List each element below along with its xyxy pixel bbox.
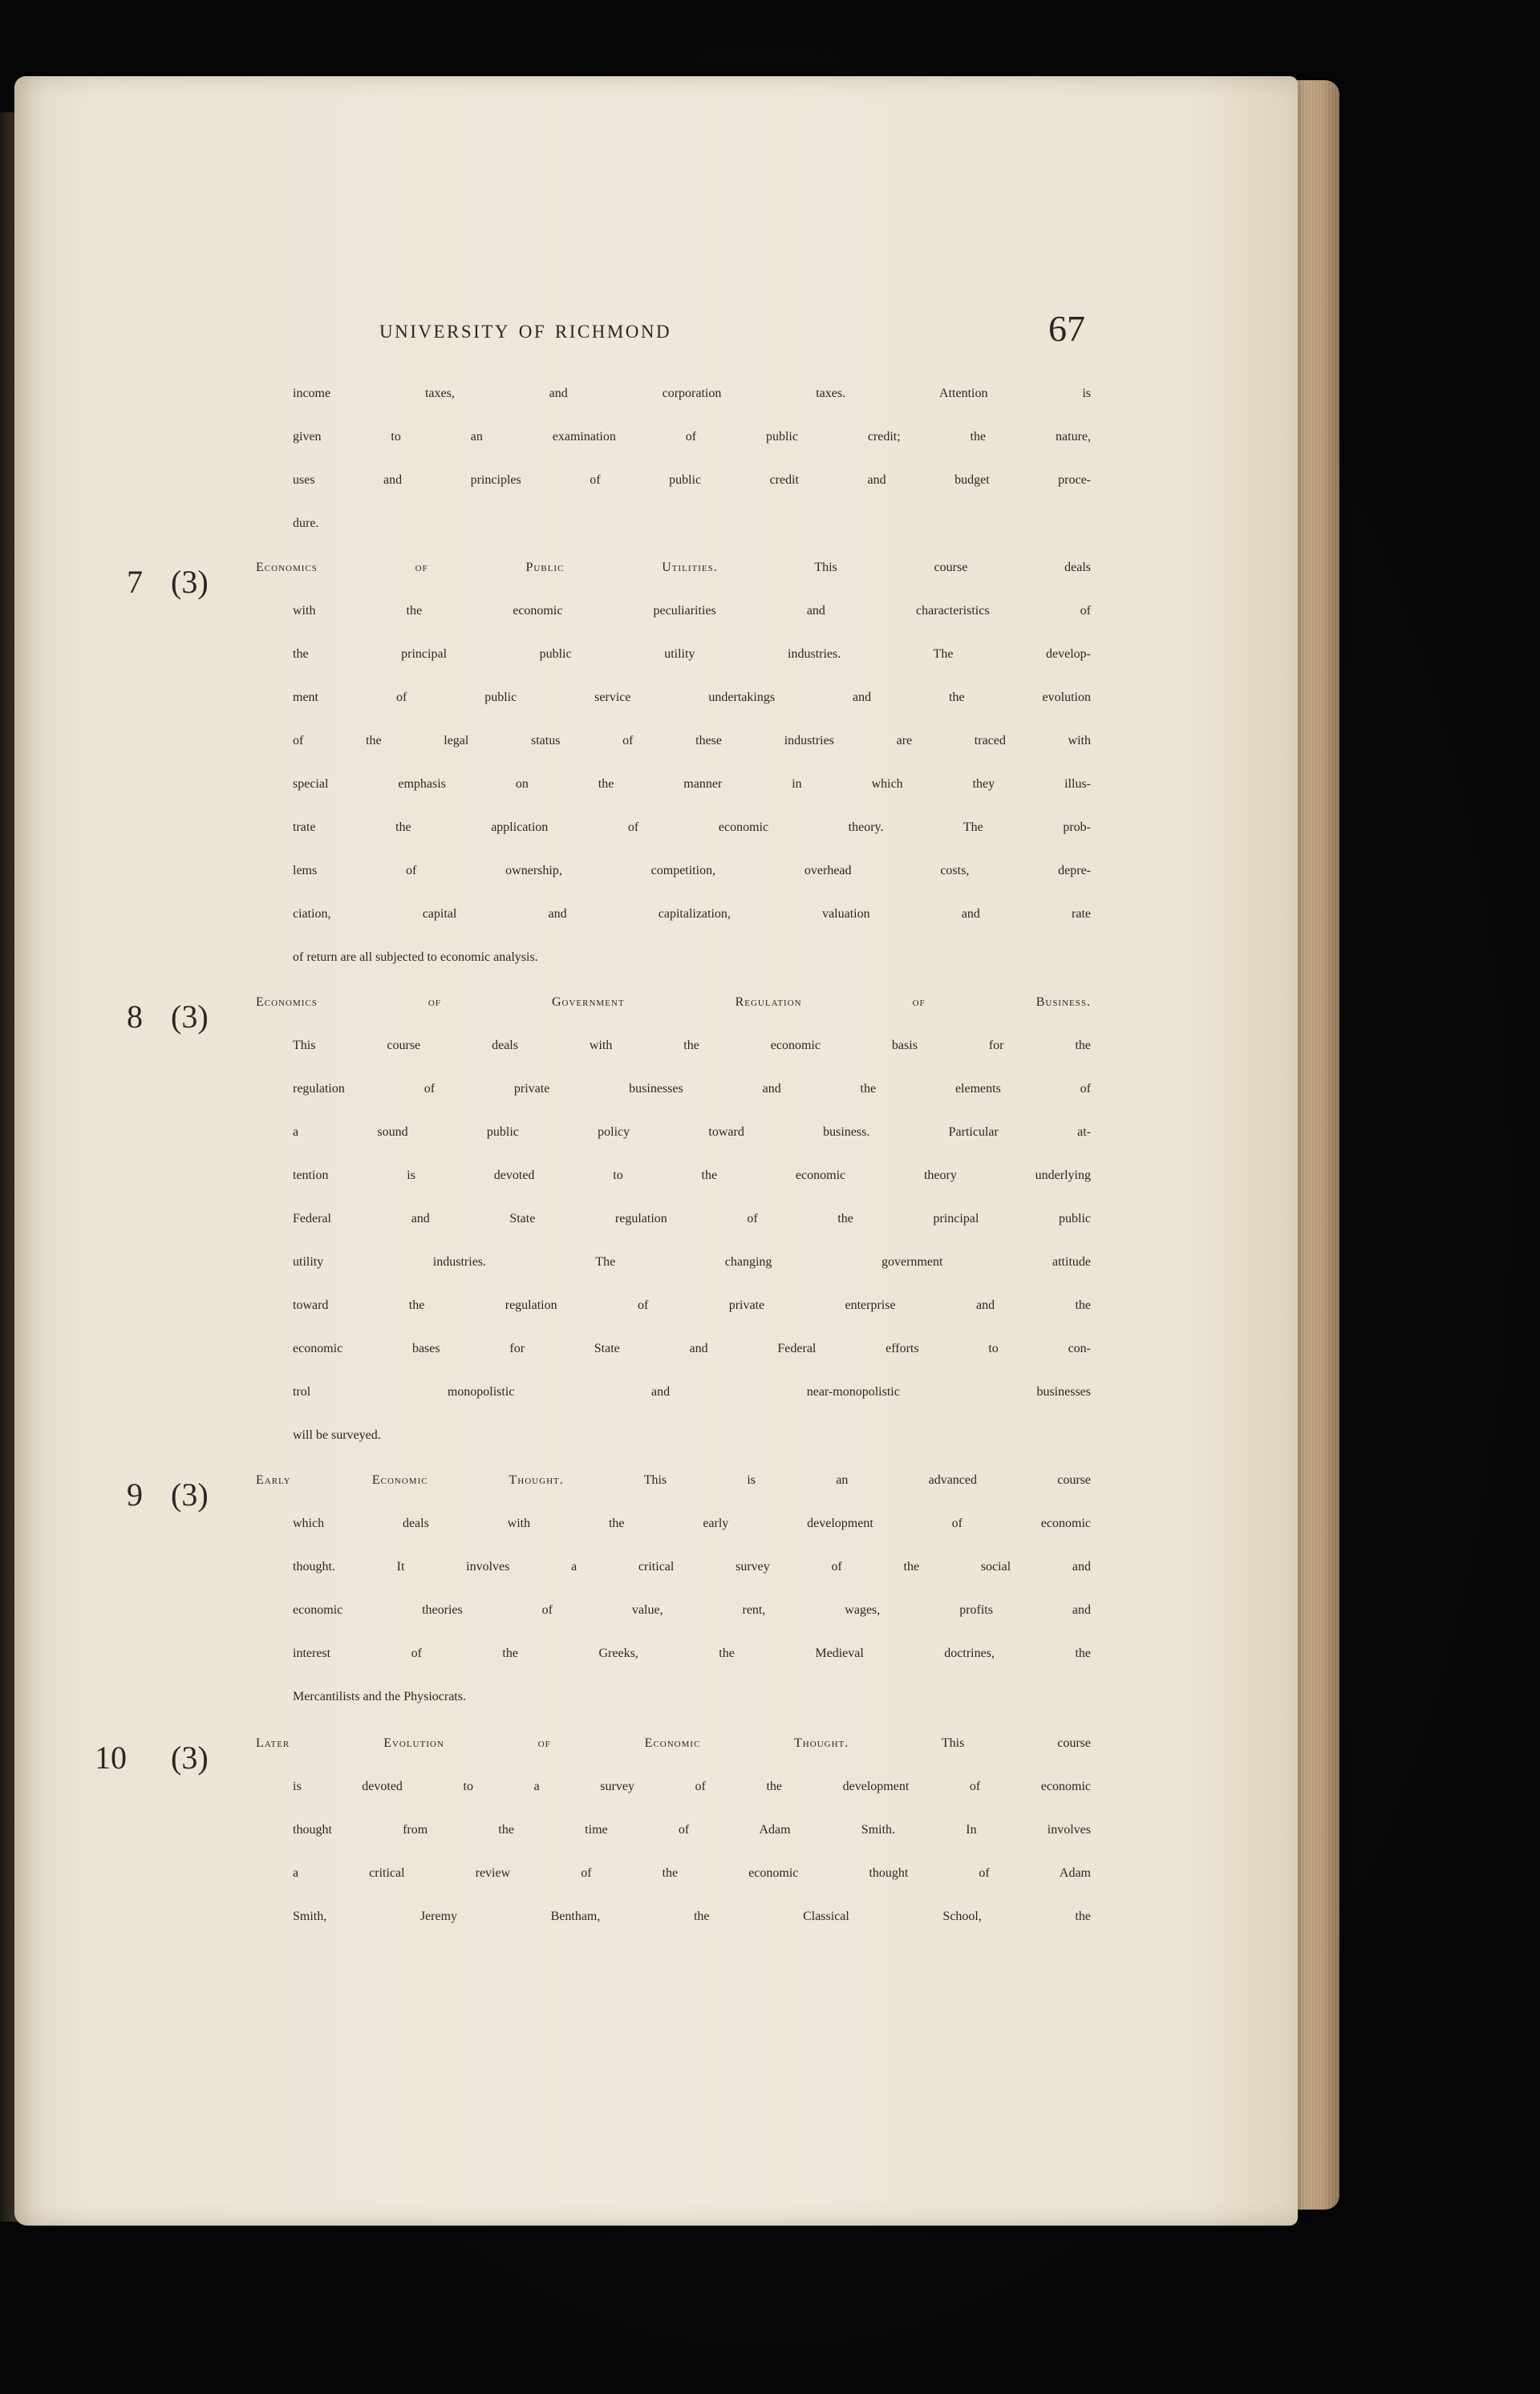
text-line: uses and principles of public credit and budget proce- [293,473,1091,487]
text-line: This course deals with the economic basis for the [293,1039,1091,1052]
course-number: 10 [95,1740,127,1776]
text-line: of the legal status of these industries are traced with [293,734,1091,747]
text-line: trate the application of economic theory. The prob- [293,820,1091,834]
course-title: Early Economic Thought. [256,1473,564,1487]
course-first-line-rest: This is an advanced course [643,1473,1091,1487]
text-line: of return are all subjected to economic analysis. [293,950,538,964]
text-line: which deals with the early development of economic [293,1517,1091,1530]
text-line: thought. It involves a critical survey of the social and [293,1560,1091,1574]
course-credits: (3) [171,1477,209,1513]
text-line: thought from the time of Adam Smith. In involves [293,1823,1091,1837]
text-line: given to an examination of public credit; the nature, [293,430,1091,444]
text-line: economic bases for State and Federal efforts to con- [293,1342,1091,1355]
text-line: regulation of private businesses and the elements of [293,1082,1091,1096]
running-head [379,307,1085,363]
course-description [293,1039,1091,1472]
course-description [293,1517,1091,1733]
text-line: interest of the Greeks, the Medieval doctrines, the [293,1647,1091,1660]
course-first-line [256,1473,1091,1517]
text-line: Mercantilists and the Physiocrats. [293,1690,466,1703]
course-first-line [256,995,1091,1039]
course-title: Later Evolution of Economic Thought. [256,1736,849,1750]
text-line: lems of ownership, competition, overhead costs, depre- [293,864,1091,877]
text-line: economic theories of value, rent, wages, profits and [293,1603,1091,1617]
course-number: 8 [127,999,143,1035]
course-first-line-rest: This course deals [814,561,1092,574]
running-title: university of richmond [379,315,672,344]
course-credits: (3) [171,564,209,600]
course-credits: (3) [171,1740,209,1776]
text-line: tention is devoted to the economic theory underlying [293,1169,1091,1182]
course-first-line [256,1736,1091,1780]
text-line: income taxes, and corporation taxes. Attention is [293,387,1091,400]
course-number: 7 [127,564,143,600]
text-line: Federal and State regulation of the principal public [293,1212,1091,1225]
course-first-line [256,561,1091,604]
course-title: Economics of Government Regulation of Business. [256,995,1091,1009]
text-line: ciation, capital and capitalization, valuation and rate [293,907,1091,921]
course-number: 9 [127,1477,143,1513]
text-line: special emphasis on the manner in which they illus- [293,777,1091,791]
text-line: utility industries. The changing government attitude [293,1255,1091,1269]
page-number: 67 [1048,308,1085,349]
text-line: the principal public utility industries. The develop- [293,647,1091,661]
text-line: Smith, Jeremy Bentham, the Classical School, the [293,1910,1091,1923]
text-line: a sound public policy toward business. Particular at- [293,1125,1091,1139]
text-line: ment of public service undertakings and the evolution [293,691,1091,704]
text-line: is devoted to a survey of the development of economic [293,1780,1091,1793]
text-line: toward the regulation of private enterprise and the [293,1298,1091,1312]
text-line: trol monopolistic and near-monopolistic businesses [293,1385,1091,1399]
text-line: will be surveyed. [293,1428,381,1442]
book-page [14,76,1298,2226]
course-title: Economics of Public Utilities. [256,561,718,574]
text-line: a critical review of the economic thought of Adam [293,1866,1091,1880]
course-description [293,604,1091,994]
text-line: dure. [293,516,319,530]
course-first-line-rest: This course [941,1736,1092,1750]
course-credits: (3) [171,999,209,1035]
course-description [293,1780,1091,1953]
intro-paragraph [293,387,1091,560]
text-line: with the economic peculiarities and characteristics of [293,604,1091,618]
